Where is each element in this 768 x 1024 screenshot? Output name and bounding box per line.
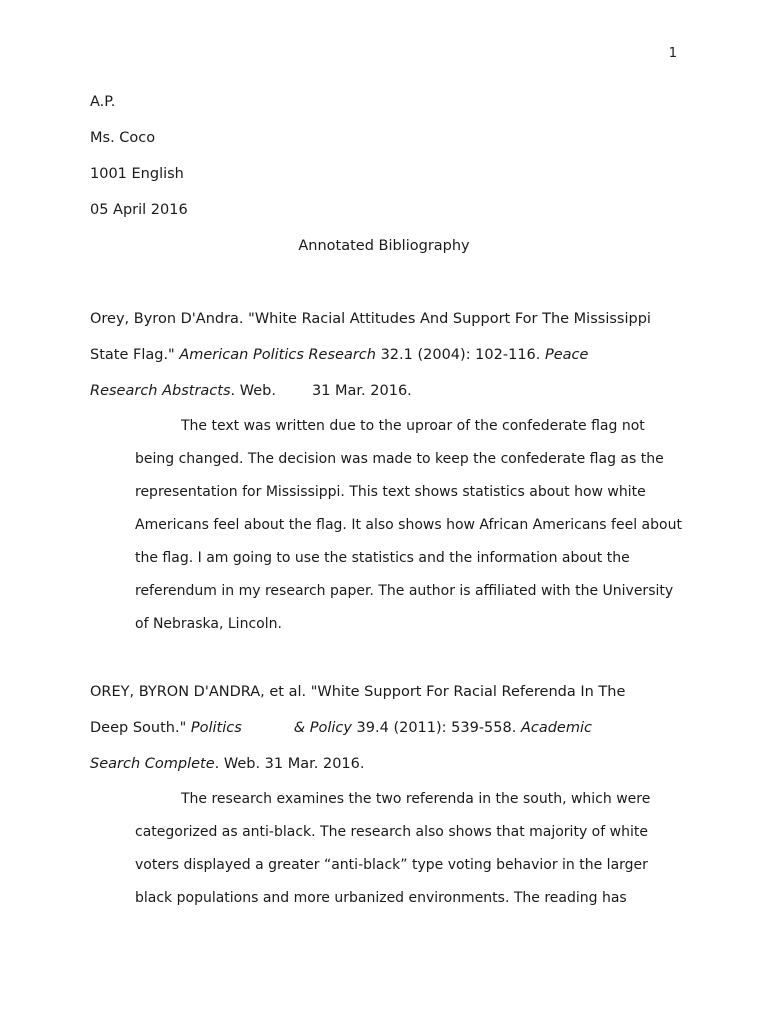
citation-text: . Web. 31 Mar. 2016. bbox=[214, 756, 365, 772]
annotation-2-line: categorized as anti-black. The research also shows that majority of white bbox=[135, 824, 648, 840]
citation-text: . Web. bbox=[230, 383, 276, 399]
annotation-2-line: voters displayed a greater “anti-black” type voting behavior in the larger bbox=[135, 857, 648, 873]
access-date: 31 Mar. 2016. bbox=[311, 383, 412, 399]
citation-text: Deep South." bbox=[90, 720, 191, 736]
journal-title: American Politics Research bbox=[179, 347, 376, 363]
journal-title: Politics bbox=[190, 720, 242, 736]
citation-text: 32.1 (2004): 102-116. bbox=[375, 347, 545, 363]
citation-2-line-1: OREY, BYRON D'ANDRA, et al. "White Support For Racial Referenda In The bbox=[90, 684, 626, 700]
document-title: Annotated Bibliography bbox=[298, 238, 470, 254]
citation-2-line-2 bbox=[90, 720, 592, 736]
course-name: 1001 English bbox=[90, 166, 184, 182]
database-name: Research Abstracts bbox=[90, 383, 231, 399]
database-name: Search Complete bbox=[90, 756, 215, 772]
annotation-1-line: being changed. The decision was made to keep the confederate flag as the bbox=[135, 451, 664, 467]
annotation-2-line: The research examines the two referenda in the south, which were bbox=[181, 791, 651, 807]
citation-text: 39.4 (2011): 539-558. bbox=[351, 720, 521, 736]
annotation-1-line: The text was written due to the uproar of the confederate flag not bbox=[181, 418, 645, 434]
student-name: A.P. bbox=[90, 94, 116, 110]
citation-1-line-2 bbox=[90, 347, 588, 363]
document-date: 05 April 2016 bbox=[90, 202, 188, 218]
annotation-1-line: referendum in my research paper. The author is affiliated with the University bbox=[135, 583, 674, 599]
annotation-1-line: the flag. I am going to use the statistics and the information about the bbox=[135, 550, 630, 566]
citation-1-line-1: Orey, Byron D'Andra. "White Racial Attitudes And Support For The Mississippi bbox=[90, 311, 651, 327]
journal-title: & Policy bbox=[293, 720, 352, 736]
annotation-2-line: black populations and more urbanized environments. The reading has bbox=[135, 890, 627, 906]
database-name: Academic bbox=[520, 720, 592, 736]
database-name: Peace bbox=[544, 347, 589, 363]
page-number: 1 bbox=[668, 46, 677, 61]
annotation-1-line: representation for Mississippi. This text shows statistics about how white bbox=[135, 484, 646, 500]
instructor-name: Ms. Coco bbox=[90, 130, 156, 146]
citation-2-line-3 bbox=[90, 756, 365, 772]
citation-text: State Flag." bbox=[90, 347, 180, 363]
citation-1-line-3 bbox=[90, 383, 412, 399]
annotation-1-line: Americans feel about the flag. It also shows how African Americans feel about bbox=[135, 517, 682, 533]
annotation-1-line: of Nebraska, Lincoln. bbox=[135, 616, 282, 632]
